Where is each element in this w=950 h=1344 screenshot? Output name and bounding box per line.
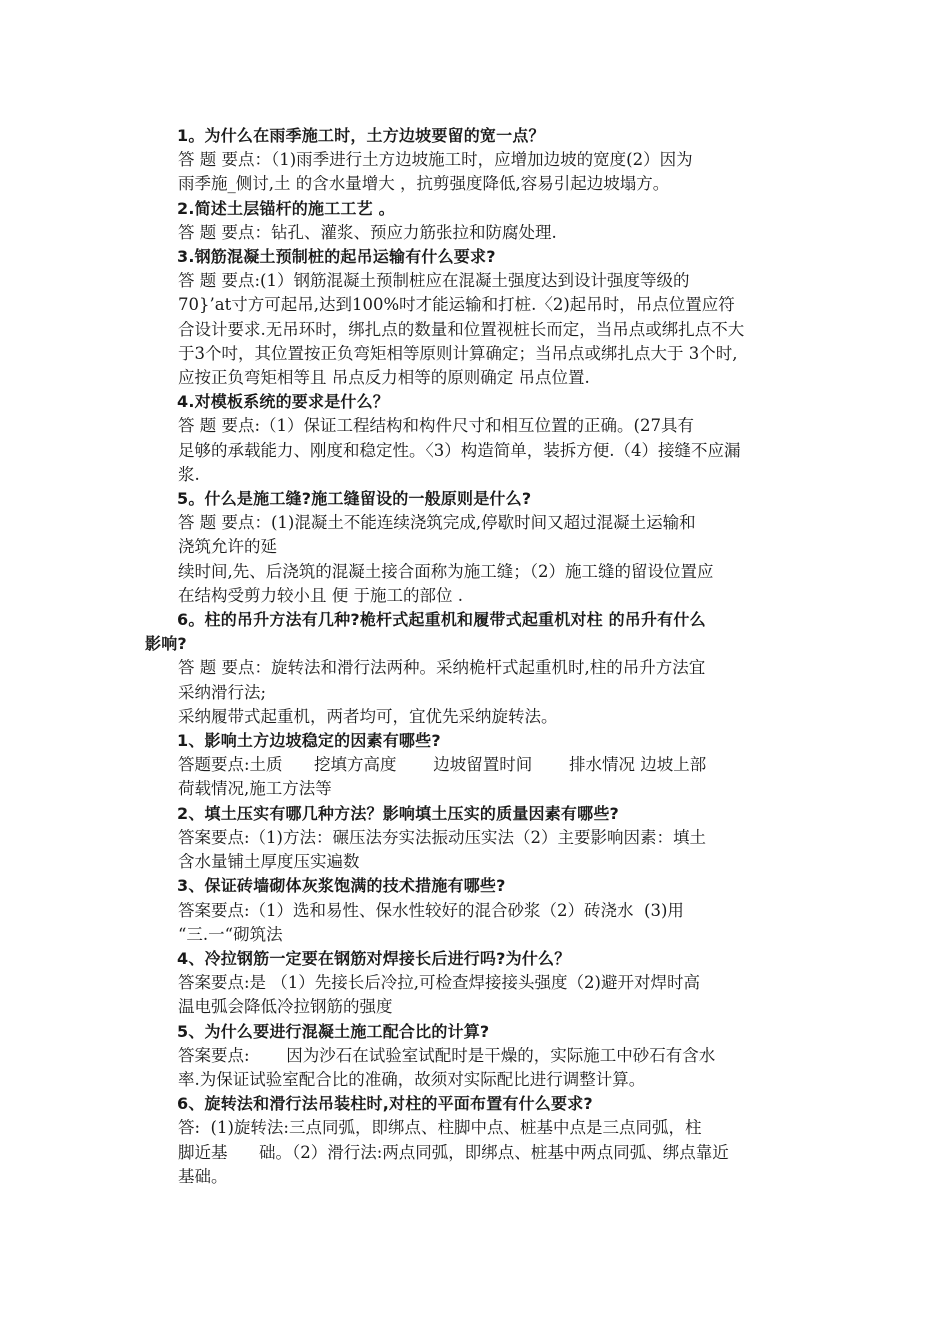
answer-paragraph — [145, 899, 805, 947]
answer-line: 答案要点:（1)方法：碾压法夯实法振动压实法（2）主要影响因素：填土 — [178, 827, 706, 847]
answer-line: 含水量铺土厚度压实遍数 — [178, 852, 360, 872]
question-heading-cont: 影响? — [145, 634, 187, 654]
answer-line: 70}’at寸方可起吊,达到100%吋才能运输和打桩.〈2)起吊时，吊点位置应符 — [178, 295, 735, 315]
answer-line: 足够的承载能力、刚度和稳定性。〈3）构造简单，装拆方便.（4）接缝不应漏 — [178, 440, 741, 460]
answer-line: 答 题 要点：钻孔、灌浆、预应力筋张拉和防腐处理. — [178, 222, 557, 242]
question-heading: 2、填土压实有哪几种方法？影响填土压实的质量因素有哪些? — [177, 803, 620, 823]
question-heading: 2.简述土层锚杆的施工工艺 。 — [177, 198, 395, 218]
answer-line: 答 题 要点：（1)雨季进行土方边坡施工时，应增加边坡的宽度(2）因为 — [178, 150, 693, 170]
question-line: 6。柱的吊升方法有几种?桅杆式起重机和履带式起重机对柱 的吊升有什么 — [177, 610, 706, 630]
answer-paragraph — [145, 1044, 805, 1092]
answer-line: 浆. — [178, 464, 200, 484]
question-heading: 1。为什么在雨季施工时，土方边坡要留的宽一点？ — [177, 126, 545, 145]
answer-line: 合设计要求.无吊环时，绑扎点的数量和位置视桩长而定，当吊点或绑扎点不大 — [178, 319, 745, 339]
answer-line: 采纳滑行法; — [178, 682, 267, 702]
question-heading: 4、冷拉钢筋一定要在钢筋对焊接长后进行吗?为什么？ — [177, 948, 571, 968]
answer-line: 答 题 要点:（1）保证工程结构和构件尺寸和相互位置的正确。(27具有 — [178, 416, 694, 436]
answer-paragraph — [145, 560, 805, 608]
answer-line: 采纳履带式起重机，两者均可，宜优先采纳旋转法。 — [178, 706, 558, 726]
answer-paragraph — [145, 148, 805, 196]
answer-line: 答案要点:（1）选和易性、保水性较好的混合砂浆（2）砖浇水 (3)用 — [178, 900, 684, 920]
answer-line: 答 题 要点：旋转法和滑行法两种。采纳桅杆式起重机时,柱的吊升方法宜 — [178, 658, 706, 678]
answer-line: 脚近基 础。（2）滑行法:两点同弧，即绑点、桩基中两点同弧、绑点靠近 — [178, 1142, 729, 1162]
answer-line: 雨季施_侧讨,土 的含水量增大 ，抗剪强度降低,容易引起边坡塌方。 — [178, 174, 670, 194]
answer-line: 浇筑允许的延 — [178, 537, 277, 557]
answer-paragraph — [145, 414, 805, 487]
answer-line: 于3个吋，其位置按正负弯矩相等原则计算确定；当吊点或绑扎点大于 3个时, — [178, 343, 738, 363]
answer-paragraph — [145, 826, 805, 874]
answer-paragraph — [145, 511, 805, 559]
question-heading: 4.对模板系统的要求是什么？ — [177, 392, 390, 412]
answer-line: 续时间,先、后浇筑的混凝土接合面称为施工缝；（2）施工缝的留设位置应 — [178, 561, 714, 581]
question-heading: 5。什么是施工缝?施工缝留设的一般原则是什么? — [177, 489, 532, 509]
answer-line: 答案要点:是 （1）先接长后冷拉,可检查焊接接头强度（2)避开对焊时高 — [178, 973, 700, 993]
answer-paragraph — [145, 1116, 805, 1189]
answer-paragraph — [145, 269, 805, 390]
answer-line: “三.一“砌筑法 — [178, 924, 283, 944]
answer-line: 率.为保证试验室配合比的准确，故须对实际配比进行调整计算。 — [178, 1069, 646, 1089]
answer-line: 应按正负弯矩相等且 吊点反力相等的原则确定 吊点位置. — [178, 368, 590, 388]
question-heading: 5、为什么要进行混凝土施工配合比的计算? — [177, 1021, 490, 1041]
answer-paragraph — [145, 971, 805, 1019]
question-heading: 3.钢筋混凝土预制桩的起吊运输有什么要求? — [177, 247, 496, 267]
answer-line: 荷载情况,施工方法等 — [178, 779, 332, 799]
question-heading: 6、旋转法和滑行法吊装柱时,对柱的平面布置有什么要求? — [177, 1094, 593, 1114]
answer-paragraph — [145, 221, 805, 245]
answer-paragraph — [145, 753, 805, 801]
answer-line: 基础。 — [178, 1166, 228, 1186]
question-heading — [145, 608, 805, 632]
answer-line: 答题要点:土质 挖填方高度 边坡留置时间 排水情况 边坡上部 — [178, 755, 707, 775]
answer-line: 答案要点: 因为沙石在试验室试配时是干燥的，实际施工中砂石有含水 — [178, 1045, 716, 1065]
document-body — [145, 124, 805, 1189]
answer-line: 在结构受剪力较小且 便 于施工的部位 . — [178, 585, 463, 605]
question-heading: 1、影响土方边坡稳定的因素有哪些? — [177, 731, 441, 751]
question-heading: 3、保证砖墙砌体灰浆饱满的技术措施有哪些? — [177, 876, 506, 896]
answer-line: 答 题 要点:(1）钢筋混凝土预制桩应在混凝土强度达到设计强度等级的 — [178, 271, 690, 291]
answer-line: 答 题 要点：(1)混凝土不能连续浇筑完成,停歇时间又超过混凝土运输和 — [178, 513, 696, 533]
answer-paragraph — [145, 705, 805, 729]
answer-line: 答: (1)旋转法:三点同弧，即绑点、柱脚中点、桩基中点是三点同弧，柱 — [178, 1118, 702, 1138]
answer-line: 温电弧会降低冷拉钢筋的强度 — [178, 997, 393, 1017]
answer-paragraph — [145, 656, 805, 704]
